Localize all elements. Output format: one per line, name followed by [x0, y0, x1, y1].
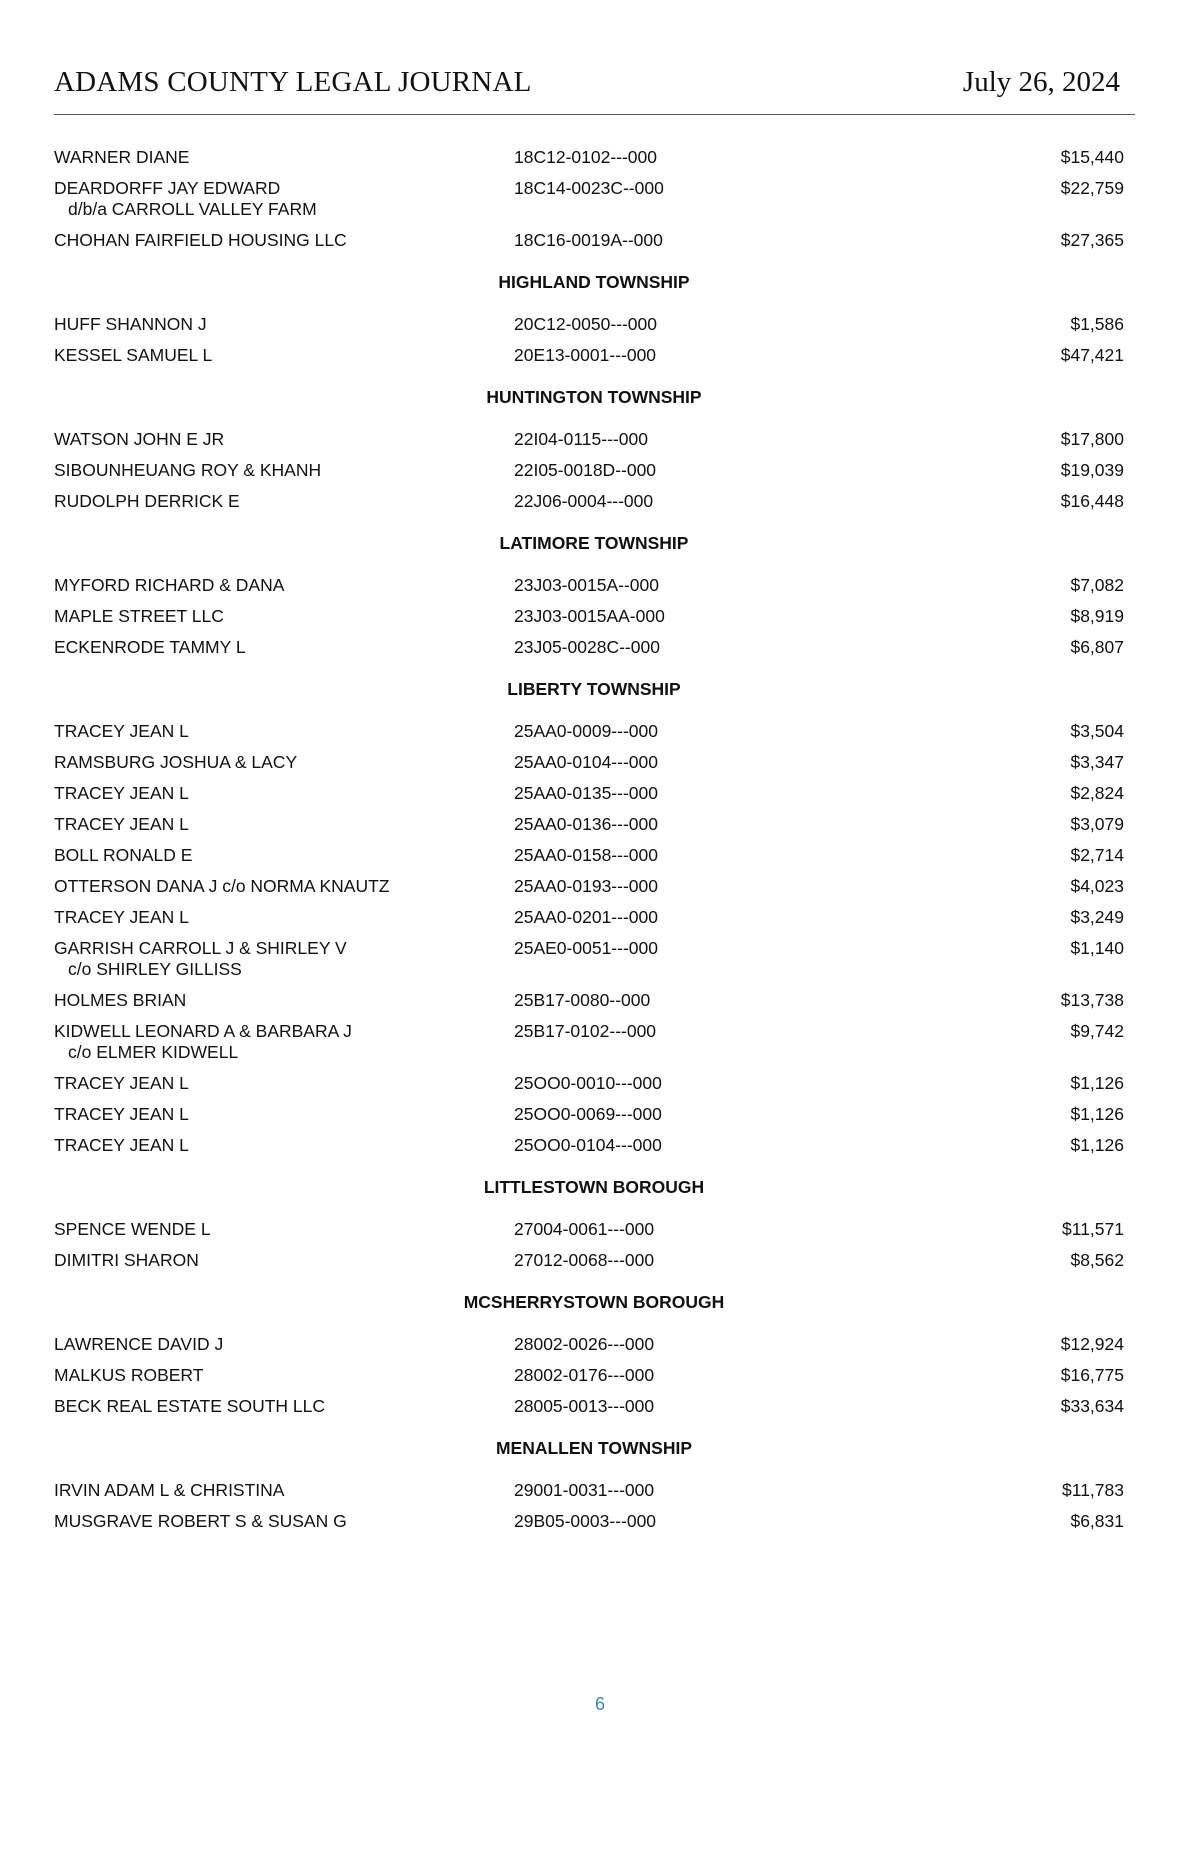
- owner-name: HUFF SHANNON J: [54, 314, 207, 334]
- amount-due: $16,775: [1060, 1365, 1124, 1385]
- listing-row: [54, 429, 1124, 460]
- owner-cell: [54, 1021, 514, 1063]
- amount-due: $1,126: [1070, 1104, 1124, 1124]
- parcel-number: 27004-0061---000: [514, 1219, 655, 1239]
- owner-name: CHOHAN FAIRFIELD HOUSING LLC: [54, 230, 347, 250]
- owner-name: KESSEL SAMUEL L: [54, 345, 213, 365]
- parcel-number: 25AA0-0009---000: [514, 721, 658, 741]
- amount-due: $4,023: [1070, 876, 1124, 896]
- parcel-number: 18C14-0023C--000: [514, 178, 664, 198]
- parcel-number: 18C16-0019A--000: [514, 230, 663, 250]
- parcel-number: 23J05-0028C--000: [514, 637, 660, 657]
- section-heading: MCSHERRYSTOWN BOROUGH: [463, 1292, 725, 1312]
- amount-due: $9,742: [1070, 1021, 1124, 1041]
- amount-due: $12,924: [1060, 1334, 1124, 1354]
- owner-cell: [54, 1396, 514, 1417]
- parcel-number: 28002-0026---000: [514, 1334, 655, 1354]
- parcel-number: 25AA0-0135---000: [514, 783, 658, 803]
- parcel-number: 28005-0013---000: [514, 1396, 655, 1416]
- parcel-number: 25OO0-0010---000: [514, 1073, 662, 1093]
- owner-name: RAMSBURG JOSHUA & LACY: [54, 752, 298, 772]
- parcel-number: 20E13-0001---000: [514, 345, 657, 365]
- owner-name: GARRISH CARROLL J & SHIRLEY V: [54, 938, 347, 958]
- owner-cell: [54, 491, 514, 512]
- owner-cell: [54, 876, 514, 897]
- owner-name: IRVIN ADAM L & CHRISTINA: [54, 1480, 285, 1500]
- amount-due: $17,800: [1060, 429, 1124, 449]
- owner-cell: [54, 938, 514, 980]
- amount-due: $8,562: [1070, 1250, 1124, 1270]
- amount-due: $13,738: [1060, 990, 1124, 1010]
- listing-row: [54, 345, 1124, 376]
- owner-name: WARNER DIANE: [54, 147, 190, 167]
- owner-name: BOLL RONALD E: [54, 845, 193, 865]
- owner-cell: [54, 575, 514, 596]
- listing-row: [54, 1250, 1124, 1281]
- amount-due: $3,347: [1070, 752, 1124, 772]
- listing-row: [54, 1073, 1124, 1104]
- parcel-number: 22J06-0004---000: [514, 491, 654, 511]
- owner-cell: [54, 1073, 514, 1094]
- parcel-number: 25B17-0080--000: [514, 990, 651, 1010]
- listing-row: [54, 147, 1124, 178]
- amount-due: $8,919: [1070, 606, 1124, 626]
- parcel-number: 25OO0-0069---000: [514, 1104, 662, 1124]
- amount-due: $6,807: [1070, 637, 1124, 657]
- page-header: [54, 62, 1135, 115]
- listing-row: [54, 178, 1124, 230]
- owner-cell: [54, 1334, 514, 1355]
- amount-due: $2,714: [1070, 845, 1124, 865]
- owner-name: DEARDORFF JAY EDWARD: [54, 178, 281, 198]
- listing-row: [54, 783, 1124, 814]
- amount-due: $1,126: [1070, 1135, 1124, 1155]
- owner-name: MUSGRAVE ROBERT S & SUSAN G: [54, 1511, 347, 1531]
- owner-name: DIMITRI SHARON: [54, 1250, 199, 1270]
- listing-row: [54, 230, 1124, 261]
- parcel-number: 25AA0-0193---000: [514, 876, 658, 896]
- listing-row: [54, 606, 1124, 637]
- amount-due: $7,082: [1070, 575, 1124, 595]
- owner-name: OTTERSON DANA J c/o NORMA KNAUTZ: [54, 876, 390, 896]
- owner-cell: [54, 845, 514, 866]
- section-heading: LATIMORE TOWNSHIP: [499, 533, 689, 553]
- owner-name: RUDOLPH DERRICK E: [54, 491, 240, 511]
- owner-cell: [54, 460, 514, 481]
- owner-care-of: c/o ELMER KIDWELL: [68, 1042, 239, 1062]
- listing-row: [54, 907, 1124, 938]
- listing-row: [54, 1104, 1124, 1135]
- owner-cell: [54, 721, 514, 742]
- owner-care-of: c/o SHIRLEY GILLISS: [68, 959, 242, 979]
- listing-row: [54, 637, 1124, 668]
- owner-name: TRACEY JEAN L: [54, 1135, 189, 1155]
- listing-row: [54, 1219, 1124, 1250]
- listing-row: [54, 990, 1124, 1021]
- journal-title: ADAMS COUNTY LEGAL JOURNAL: [54, 66, 532, 98]
- amount-due: $3,504: [1070, 721, 1124, 741]
- owner-cell: [54, 606, 514, 627]
- parcel-number: 25AA0-0158---000: [514, 845, 658, 865]
- listing-row: [54, 1334, 1124, 1365]
- owner-cell: [54, 1219, 514, 1240]
- parcel-number: 29001-0031---000: [514, 1480, 655, 1500]
- listing-row: [54, 752, 1124, 783]
- listing-row: [54, 876, 1124, 907]
- owner-name: BECK REAL ESTATE SOUTH LLC: [54, 1396, 325, 1416]
- owner-name: TRACEY JEAN L: [54, 907, 189, 927]
- owner-cell: [54, 1480, 514, 1501]
- parcel-number: 23J03-0015AA-000: [514, 606, 665, 626]
- listing-row: [54, 314, 1124, 345]
- owner-cell: [54, 1104, 514, 1125]
- owner-cell: [54, 990, 514, 1011]
- amount-due: $11,783: [1062, 1480, 1124, 1500]
- amount-due: $15,440: [1060, 147, 1124, 167]
- parcel-number: 27012-0068---000: [514, 1250, 655, 1270]
- parcel-number: 22I05-0018D--000: [514, 460, 657, 480]
- amount-due: $16,448: [1060, 491, 1124, 511]
- listing-row: [54, 845, 1124, 876]
- parcel-number: 28002-0176---000: [514, 1365, 655, 1385]
- owner-cell: [54, 907, 514, 928]
- owner-name: KIDWELL LEONARD A & BARBARA J: [54, 1021, 352, 1041]
- listing-row: [54, 460, 1124, 491]
- owner-name: TRACEY JEAN L: [54, 1073, 189, 1093]
- listing-row: [54, 1511, 1124, 1542]
- owner-name: MALKUS ROBERT: [54, 1365, 204, 1385]
- owner-name: MYFORD RICHARD & DANA: [54, 575, 285, 595]
- listing-row: [54, 575, 1124, 606]
- section-heading: LITTLESTOWN BOROUGH: [483, 1177, 705, 1197]
- parcel-number: 23J03-0015A--000: [514, 575, 659, 595]
- owner-name: WATSON JOHN E JR: [54, 429, 225, 449]
- owner-name: ECKENRODE TAMMY L: [54, 637, 246, 657]
- amount-due: $1,140: [1070, 938, 1124, 958]
- amount-due: $22,759: [1060, 178, 1124, 198]
- owner-cell: [54, 429, 514, 450]
- owner-name: LAWRENCE DAVID J: [54, 1334, 224, 1354]
- owner-name: MAPLE STREET LLC: [54, 606, 224, 626]
- parcel-number: 25OO0-0104---000: [514, 1135, 662, 1155]
- property-listing: [54, 147, 1124, 1542]
- listing-row: [54, 1396, 1124, 1427]
- owner-cell: [54, 230, 514, 251]
- owner-name: TRACEY JEAN L: [54, 1104, 189, 1124]
- amount-due: $1,586: [1070, 314, 1124, 334]
- owner-name: SIBOUNHEUANG ROY & KHANH: [54, 460, 322, 480]
- owner-cell: [54, 1135, 514, 1156]
- owner-name: TRACEY JEAN L: [54, 814, 189, 834]
- issue-date: July 26, 2024: [962, 66, 1120, 98]
- amount-due: $2,824: [1070, 783, 1124, 803]
- owner-name: TRACEY JEAN L: [54, 783, 189, 803]
- parcel-number: 25AA0-0201---000: [514, 907, 658, 927]
- owner-name: TRACEY JEAN L: [54, 721, 189, 741]
- listing-row: [54, 491, 1124, 522]
- owner-care-of: d/b/a CARROLL VALLEY FARM: [68, 199, 317, 219]
- listing-row: [54, 1021, 1124, 1073]
- listing-row: [54, 721, 1124, 752]
- parcel-number: 22I04-0115---000: [514, 429, 648, 449]
- amount-due: $3,249: [1070, 907, 1124, 927]
- amount-due: $1,126: [1070, 1073, 1124, 1093]
- owner-cell: [54, 314, 514, 335]
- listing-row: [54, 1480, 1124, 1511]
- amount-due: $19,039: [1060, 460, 1124, 480]
- owner-cell: [54, 1511, 514, 1532]
- amount-due: $6,831: [1070, 1511, 1124, 1531]
- parcel-number: 29B05-0003---000: [514, 1511, 657, 1531]
- owner-cell: [54, 783, 514, 804]
- owner-cell: [54, 1365, 514, 1386]
- owner-cell: [54, 814, 514, 835]
- listing-row: [54, 938, 1124, 990]
- listing-row: [54, 814, 1124, 845]
- section-heading: LIBERTY TOWNSHIP: [507, 679, 681, 699]
- parcel-number: 25AA0-0136---000: [514, 814, 658, 834]
- amount-due: $11,571: [1062, 1219, 1124, 1239]
- section-heading: HUNTINGTON TOWNSHIP: [486, 387, 702, 407]
- owner-cell: [54, 147, 514, 168]
- amount-due: $47,421: [1060, 345, 1124, 365]
- parcel-number: 25AE0-0051---000: [514, 938, 658, 958]
- owner-cell: [54, 178, 514, 220]
- listing-row: [54, 1365, 1124, 1396]
- section-heading: HIGHLAND TOWNSHIP: [498, 272, 690, 292]
- parcel-number: 20C12-0050---000: [514, 314, 658, 334]
- owner-cell: [54, 752, 514, 773]
- amount-due: $33,634: [1060, 1396, 1124, 1416]
- listing-row: [54, 1135, 1124, 1166]
- parcel-number: 25B17-0102---000: [514, 1021, 657, 1041]
- owner-cell: [54, 637, 514, 658]
- owner-cell: [54, 345, 514, 366]
- page-number: 6: [594, 1694, 605, 1714]
- section-heading: MENALLEN TOWNSHIP: [495, 1438, 693, 1458]
- amount-due: $27,365: [1060, 230, 1124, 250]
- owner-name: HOLMES BRIAN: [54, 990, 187, 1010]
- amount-due: $3,079: [1070, 814, 1124, 834]
- owner-cell: [54, 1250, 514, 1271]
- owner-name: SPENCE WENDE L: [54, 1219, 211, 1239]
- parcel-number: 25AA0-0104---000: [514, 752, 658, 772]
- parcel-number: 18C12-0102---000: [514, 147, 658, 167]
